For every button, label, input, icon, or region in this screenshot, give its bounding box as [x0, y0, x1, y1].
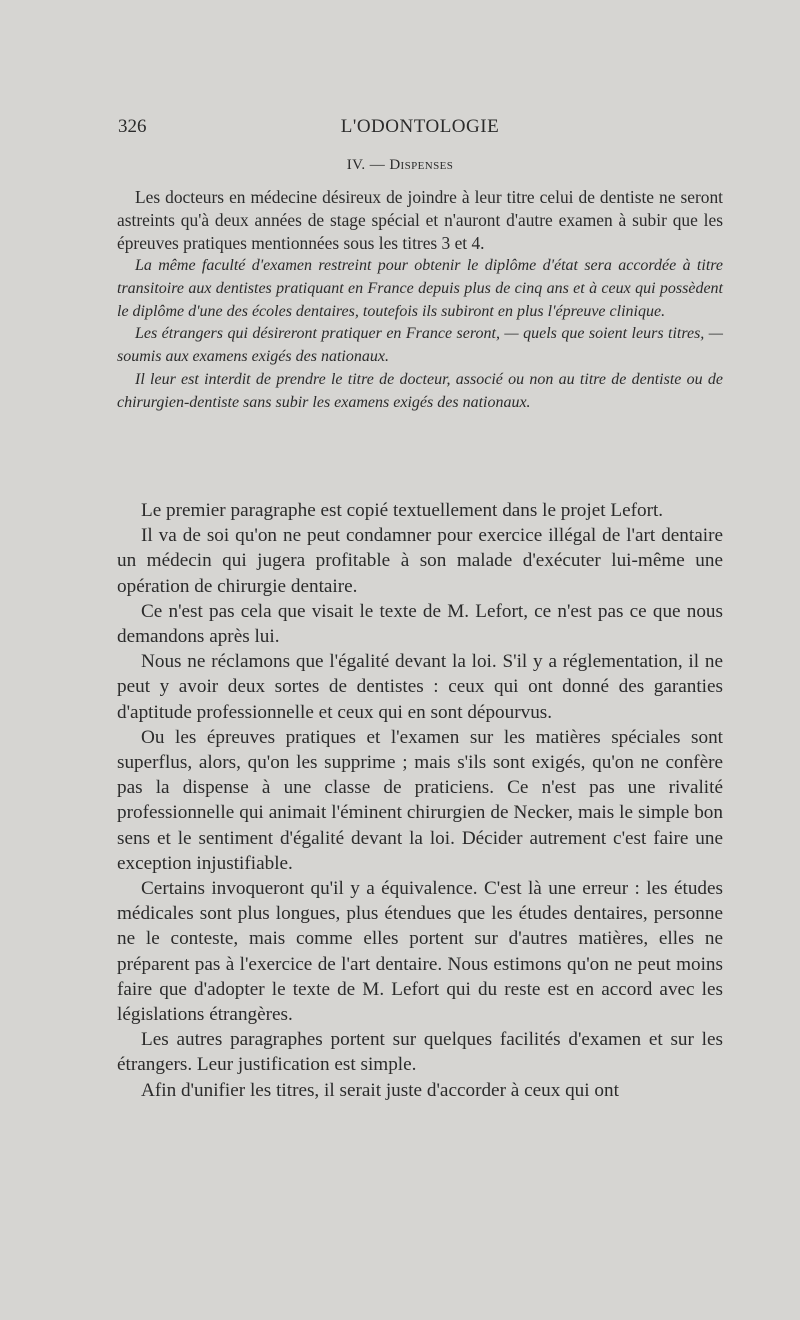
commentary-paragraph: Nous ne réclamons que l'égalité devant la loi. S'il y a réglementation, il ne peut y avoir deux sortes de dentistes : ceux qui ont donné des garanties d'aptitude professionnelle et ceux qui en sont dépourvus. [117, 651, 723, 723]
law-paragraph-italic: Les étrangers qui désireront pratiquer en France seront, — quels que soient leurs titres, — soumis aux examens exigés des nationaux. [117, 325, 723, 366]
law-text-block [117, 186, 723, 415]
law-paragraph: Les docteurs en médecine désireux de joindre à leur titre celui de dentiste ne seront astreints qu'à deux années de stage spécial et n'auront d'autre examen à subir que les épreuves pratiques mentionnées sous les titres 3 et 4. [117, 187, 723, 253]
commentary-paragraph: Il va de soi qu'on ne peut condamner pour exercice illégal de l'art dentaire un médecin qui jugera profitable à son malade d'exécuter lui-même une opération de chirurgie dentaire. [117, 525, 723, 597]
commentary-paragraph: Le premier paragraphe est copié textuellement dans le projet Lefort. [141, 500, 664, 521]
commentary-paragraph: Ou les épreuves pratiques et l'examen sur les matières spéciales sont superflus, alors, qu'on les supprime ; mais s'ils sont exigés, qu'on ne confère pas la dispense à une classe de praticiens. Ce n'est pas une rivalité professionnelle qui animait l'éminent chirurgien de Necker, mais le simple bon sens et le sentiment d'égalité devant la loi. Décider autrement c'est faire une exception injustifiable. [117, 726, 723, 874]
section-title: Dispenses [389, 157, 454, 173]
commentary-paragraph: Les autres paragraphes portent sur quelques facilités d'examen et sur les étrangers. Leur justification est simple. [117, 1029, 723, 1076]
commentary-paragraph: Certains invoqueront qu'il y a équivalence. C'est là une erreur : les études médicales sont plus longues, plus étendues que les études dentaires, personne ne le conteste, mais comme elles portent sur d'autres matières, elles ne préparent pas à l'exercice de l'art dentaire. Nous estimons qu'on ne peut moins faire que d'adopter le texte de M. Lefort qui du reste est en accord avec les législations étrangères. [117, 878, 723, 1026]
commentary-paragraph: Afin d'unifier les titres, il serait juste d'accorder à ceux qui ont [141, 1079, 619, 1101]
law-paragraph-italic: La même faculté d'examen restreint pour obtenir le diplôme d'état sera accordée à titre transitoire aux dentistes pratiquant en France depuis plus de cinq ans et à ceux qui possèdent le diplôme d'une des écoles dentaires, toutefois ils subiront en plus l'épreuve clinique. [117, 257, 723, 320]
commentary-block [117, 498, 723, 1103]
page-number: 326 [118, 116, 147, 137]
running-title: L'ODONTOLOGIE [340, 116, 500, 137]
law-paragraph-italic: Il leur est interdit de prendre le titre de docteur, associé ou non au titre de dentiste ou de chirurgien-dentiste sans subir les examens exigés des nationaux. [117, 370, 723, 411]
section-numeral: IV. [346, 157, 366, 173]
running-head [118, 116, 722, 140]
section-separator: — [369, 157, 386, 173]
section-heading [0, 157, 800, 174]
commentary-paragraph: Ce n'est pas cela que visait le texte de M. Lefort, ce n'est pas ce que nous demandons après lui. [117, 600, 723, 648]
